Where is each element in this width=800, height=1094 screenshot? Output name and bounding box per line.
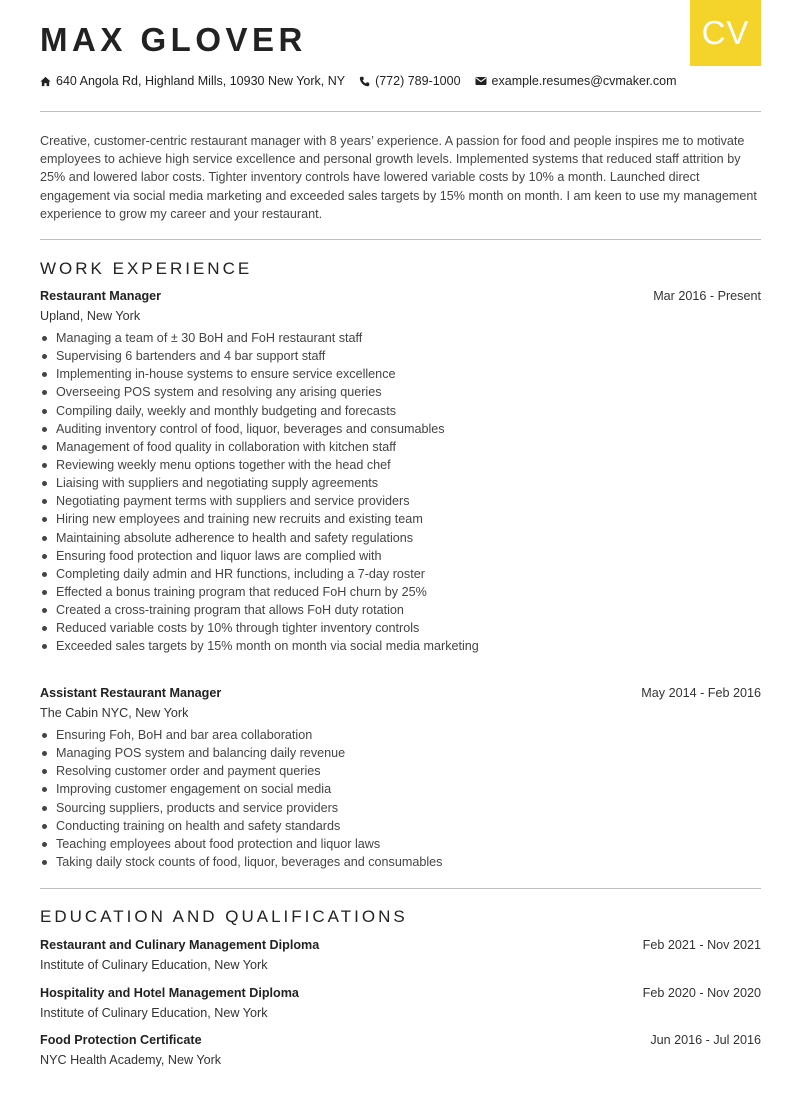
list-item: Reviewing weekly menu options together with the head chef <box>40 456 479 474</box>
list-item: Overseeing POS system and resolving any arising queries <box>40 383 479 401</box>
divider <box>40 888 761 889</box>
institution: NYC Health Academy, New York <box>40 1053 222 1067</box>
home-icon <box>40 76 51 87</box>
email-text: example.resumes@cvmaker.com <box>491 74 677 88</box>
qualification-title: Food Protection Certificate <box>40 1033 202 1047</box>
phone-icon <box>359 76 370 87</box>
work-experience-heading: WORK EXPERIENCE <box>40 259 253 278</box>
envelope-icon <box>475 76 487 86</box>
education-entry-header <box>40 1032 761 1049</box>
list-item: Liaising with suppliers and negotiating supply agreements <box>40 474 479 492</box>
job-duties-list <box>40 329 479 656</box>
address-text: 640 Angola Rd, Highland Mills, 10930 New York, NY <box>56 74 346 88</box>
list-item: Reduced variable costs by 10% through tighter inventory controls <box>40 619 479 637</box>
phone-text: (772) 789-1000 <box>375 74 461 88</box>
list-item: Resolving customer order and payment queries <box>40 762 442 780</box>
list-item: Ensuring food protection and liquor laws are complied with <box>40 547 479 565</box>
job-dates: Mar 2016 - Present <box>653 289 761 303</box>
qualification-dates: Jun 2016 - Jul 2016 <box>650 1033 761 1047</box>
job-header <box>40 685 761 702</box>
list-item: Completing daily admin and HR functions, including a 7-day roster <box>40 565 479 583</box>
education-heading: EDUCATION AND QUALIFICATIONS <box>40 907 408 926</box>
contact-email <box>475 73 677 89</box>
list-item: Managing a team of ± 30 BoH and FoH restaurant staff <box>40 329 479 347</box>
qualification-dates: Feb 2020 - Nov 2020 <box>642 986 761 1000</box>
contact-address <box>40 73 345 89</box>
list-item: Taking daily stock counts of food, liquor, beverages and consumables <box>40 853 442 871</box>
list-item: Management of food quality in collaboration with kitchen staff <box>40 438 479 456</box>
institution: Institute of Culinary Education, New York <box>40 1006 268 1020</box>
qualification-dates: Feb 2021 - Nov 2021 <box>642 938 761 952</box>
qualification-title: Restaurant and Culinary Management Diploma <box>40 938 320 952</box>
job-dates: May 2014 - Feb 2016 <box>641 686 761 700</box>
list-item: Managing POS system and balancing daily revenue <box>40 744 442 762</box>
list-item: Sourcing suppliers, products and service providers <box>40 799 442 817</box>
contact-bar <box>40 73 691 89</box>
education-entry-header <box>40 985 761 1002</box>
list-item: Compiling daily, weekly and monthly budgeting and forecasts <box>40 402 479 420</box>
list-item: Implementing in-house systems to ensure service excellence <box>40 365 479 383</box>
list-item: Ensuring Foh, BoH and bar area collaboration <box>40 726 442 744</box>
list-item: Auditing inventory control of food, liquor, beverages and consumables <box>40 420 479 438</box>
list-item: Teaching employees about food protection and liquor laws <box>40 835 442 853</box>
education-entry-header <box>40 937 761 954</box>
divider <box>40 239 761 240</box>
institution: Institute of Culinary Education, New York <box>40 958 268 972</box>
candidate-name: MAX GLOVER <box>40 21 307 58</box>
list-item: Conducting training on health and safety standards <box>40 817 442 835</box>
job-duties-list <box>40 726 442 871</box>
job-title: Restaurant Manager <box>40 289 162 303</box>
list-item: Hiring new employees and training new recruits and existing team <box>40 510 479 528</box>
job-title: Assistant Restaurant Manager <box>40 686 222 700</box>
job-location: The Cabin NYC, New York <box>40 706 189 720</box>
contact-phone <box>359 73 460 89</box>
profile-summary: Creative, customer-centric restaurant manager with 8 years’ experience. A passion for food and people inspires me to motivate employees to achieve high service excellence and personal growth levels. Implemented systems that reduced staff attrition by 25% and lowered labor costs. Tighter inventory controls have lowered variable costs by 10% a month. Launched direct engagement via social media marketing and exceeded sales targets by 15% month on month. I am keen to use my management experience to grow my career and your restaurant. <box>40 134 757 221</box>
job-header <box>40 288 761 305</box>
list-item: Maintaining absolute adherence to health and safety regulations <box>40 529 479 547</box>
list-item: Negotiating payment terms with suppliers and service providers <box>40 492 479 510</box>
job-location: Upland, New York <box>40 309 141 323</box>
cv-badge: CV <box>690 0 761 66</box>
list-item: Effected a bonus training program that reduced FoH churn by 25% <box>40 583 479 601</box>
divider <box>40 111 761 112</box>
qualification-title: Hospitality and Hotel Management Diploma <box>40 986 299 1000</box>
list-item: Improving customer engagement on social media <box>40 780 442 798</box>
list-item: Created a cross-training program that allows FoH duty rotation <box>40 601 479 619</box>
list-item: Supervising 6 bartenders and 4 bar support staff <box>40 347 479 365</box>
list-item: Exceeded sales targets by 15% month on month via social media marketing <box>40 637 479 655</box>
